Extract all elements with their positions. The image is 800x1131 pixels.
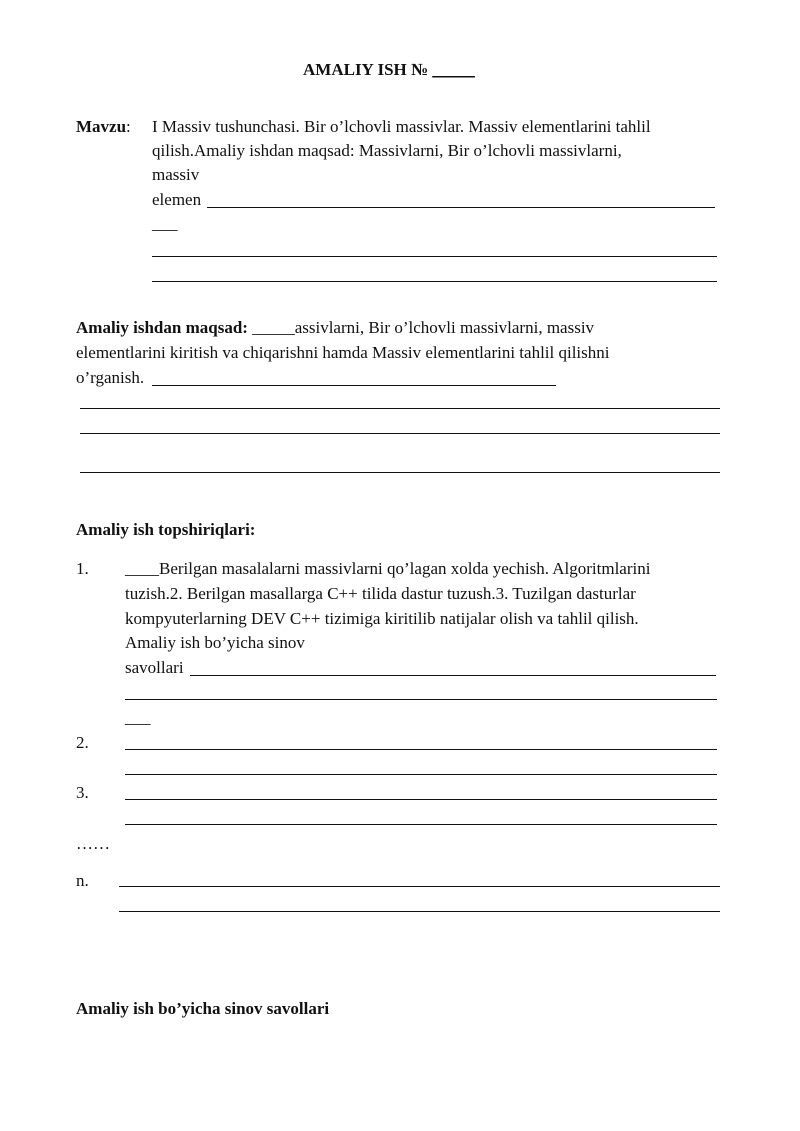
mavzu-label: Mavzu: — [76, 117, 131, 136]
item-1-line-4: Amaliy ish bo’yicha sinov — [125, 633, 305, 652]
item-1-line-1: ____Berilgan masalalarni massivlarni qo’lagan xolda yechish. Algoritmlarini — [125, 559, 651, 578]
sinov-heading: Amaliy ish bo’yicha sinov savollari — [76, 999, 330, 1018]
maqsad-line-3: o’rganish. — [76, 368, 145, 387]
item-1-line-5: savollari — [125, 658, 184, 677]
item-2-number: 2. — [76, 733, 89, 752]
maqsad-line-2: elementlarini kiritish va chiqarishni hamda Massiv elementlarini tahlil qilishni — [76, 343, 610, 362]
maqsad-underline-4 — [80, 472, 720, 473]
mavzu-line-2: qilish.Amaliy ishdan maqsad: Massivlarni, Bir o’lchovli massivlarni, — [152, 141, 622, 160]
maqsad-line-1: Amaliy ishdan maqsad: _____assivlarni, Bir o’lchovli massivlarni, massiv — [76, 318, 595, 337]
item-1-line-3: kompyuterlarning DEV C++ tizimiga kiritilib natijalar olish va tahlil qilish. — [125, 609, 639, 628]
maqsad-label: Amaliy ishdan maqsad: — [76, 318, 248, 337]
item-1-number: 1. — [76, 559, 89, 578]
mavzu-underline-3 — [152, 281, 717, 282]
item-1-underline-1 — [190, 675, 716, 676]
maqsad-underline-2 — [80, 408, 720, 409]
item-3-underline-1 — [125, 799, 717, 800]
item-2-underline-1 — [125, 749, 717, 750]
item-2-underline-2 — [125, 774, 717, 775]
item-n-underline-2 — [119, 911, 720, 912]
item-3-underline-2 — [125, 824, 717, 825]
page-title: AMALIY ISH № _____ — [303, 60, 475, 79]
title-number-blank: _____ — [432, 60, 475, 79]
maqsad-underline-1 — [152, 385, 556, 386]
mavzu-line-4: elemen — [152, 190, 202, 209]
item-3-number: 3. — [76, 783, 89, 802]
mavzu-line-3: massiv — [152, 165, 200, 184]
mavzu-line-1: I Massiv tushunchasi. Bir o’lchovli massivlar. Massiv elementlarini tahlil — [152, 117, 651, 136]
mavzu-underline-2 — [152, 256, 717, 257]
item-n-number: n. — [76, 871, 89, 890]
mavzu-underline-1 — [207, 207, 715, 208]
item-1-line-6: ___ — [125, 708, 151, 727]
ellipsis-dots: …… — [76, 834, 110, 853]
topshiriqlar-heading: Amaliy ish topshiriqlari: — [76, 520, 256, 539]
maqsad-underline-3 — [80, 433, 720, 434]
item-1-underline-2 — [125, 699, 717, 700]
item-1-line-2: tuzish.2. Berilgan masallarga C++ tilida dastur tuzush.3. Tuzilgan dasturlar — [125, 584, 636, 603]
item-n-underline-1 — [119, 886, 720, 887]
mavzu-line-5: ___ — [152, 214, 178, 233]
